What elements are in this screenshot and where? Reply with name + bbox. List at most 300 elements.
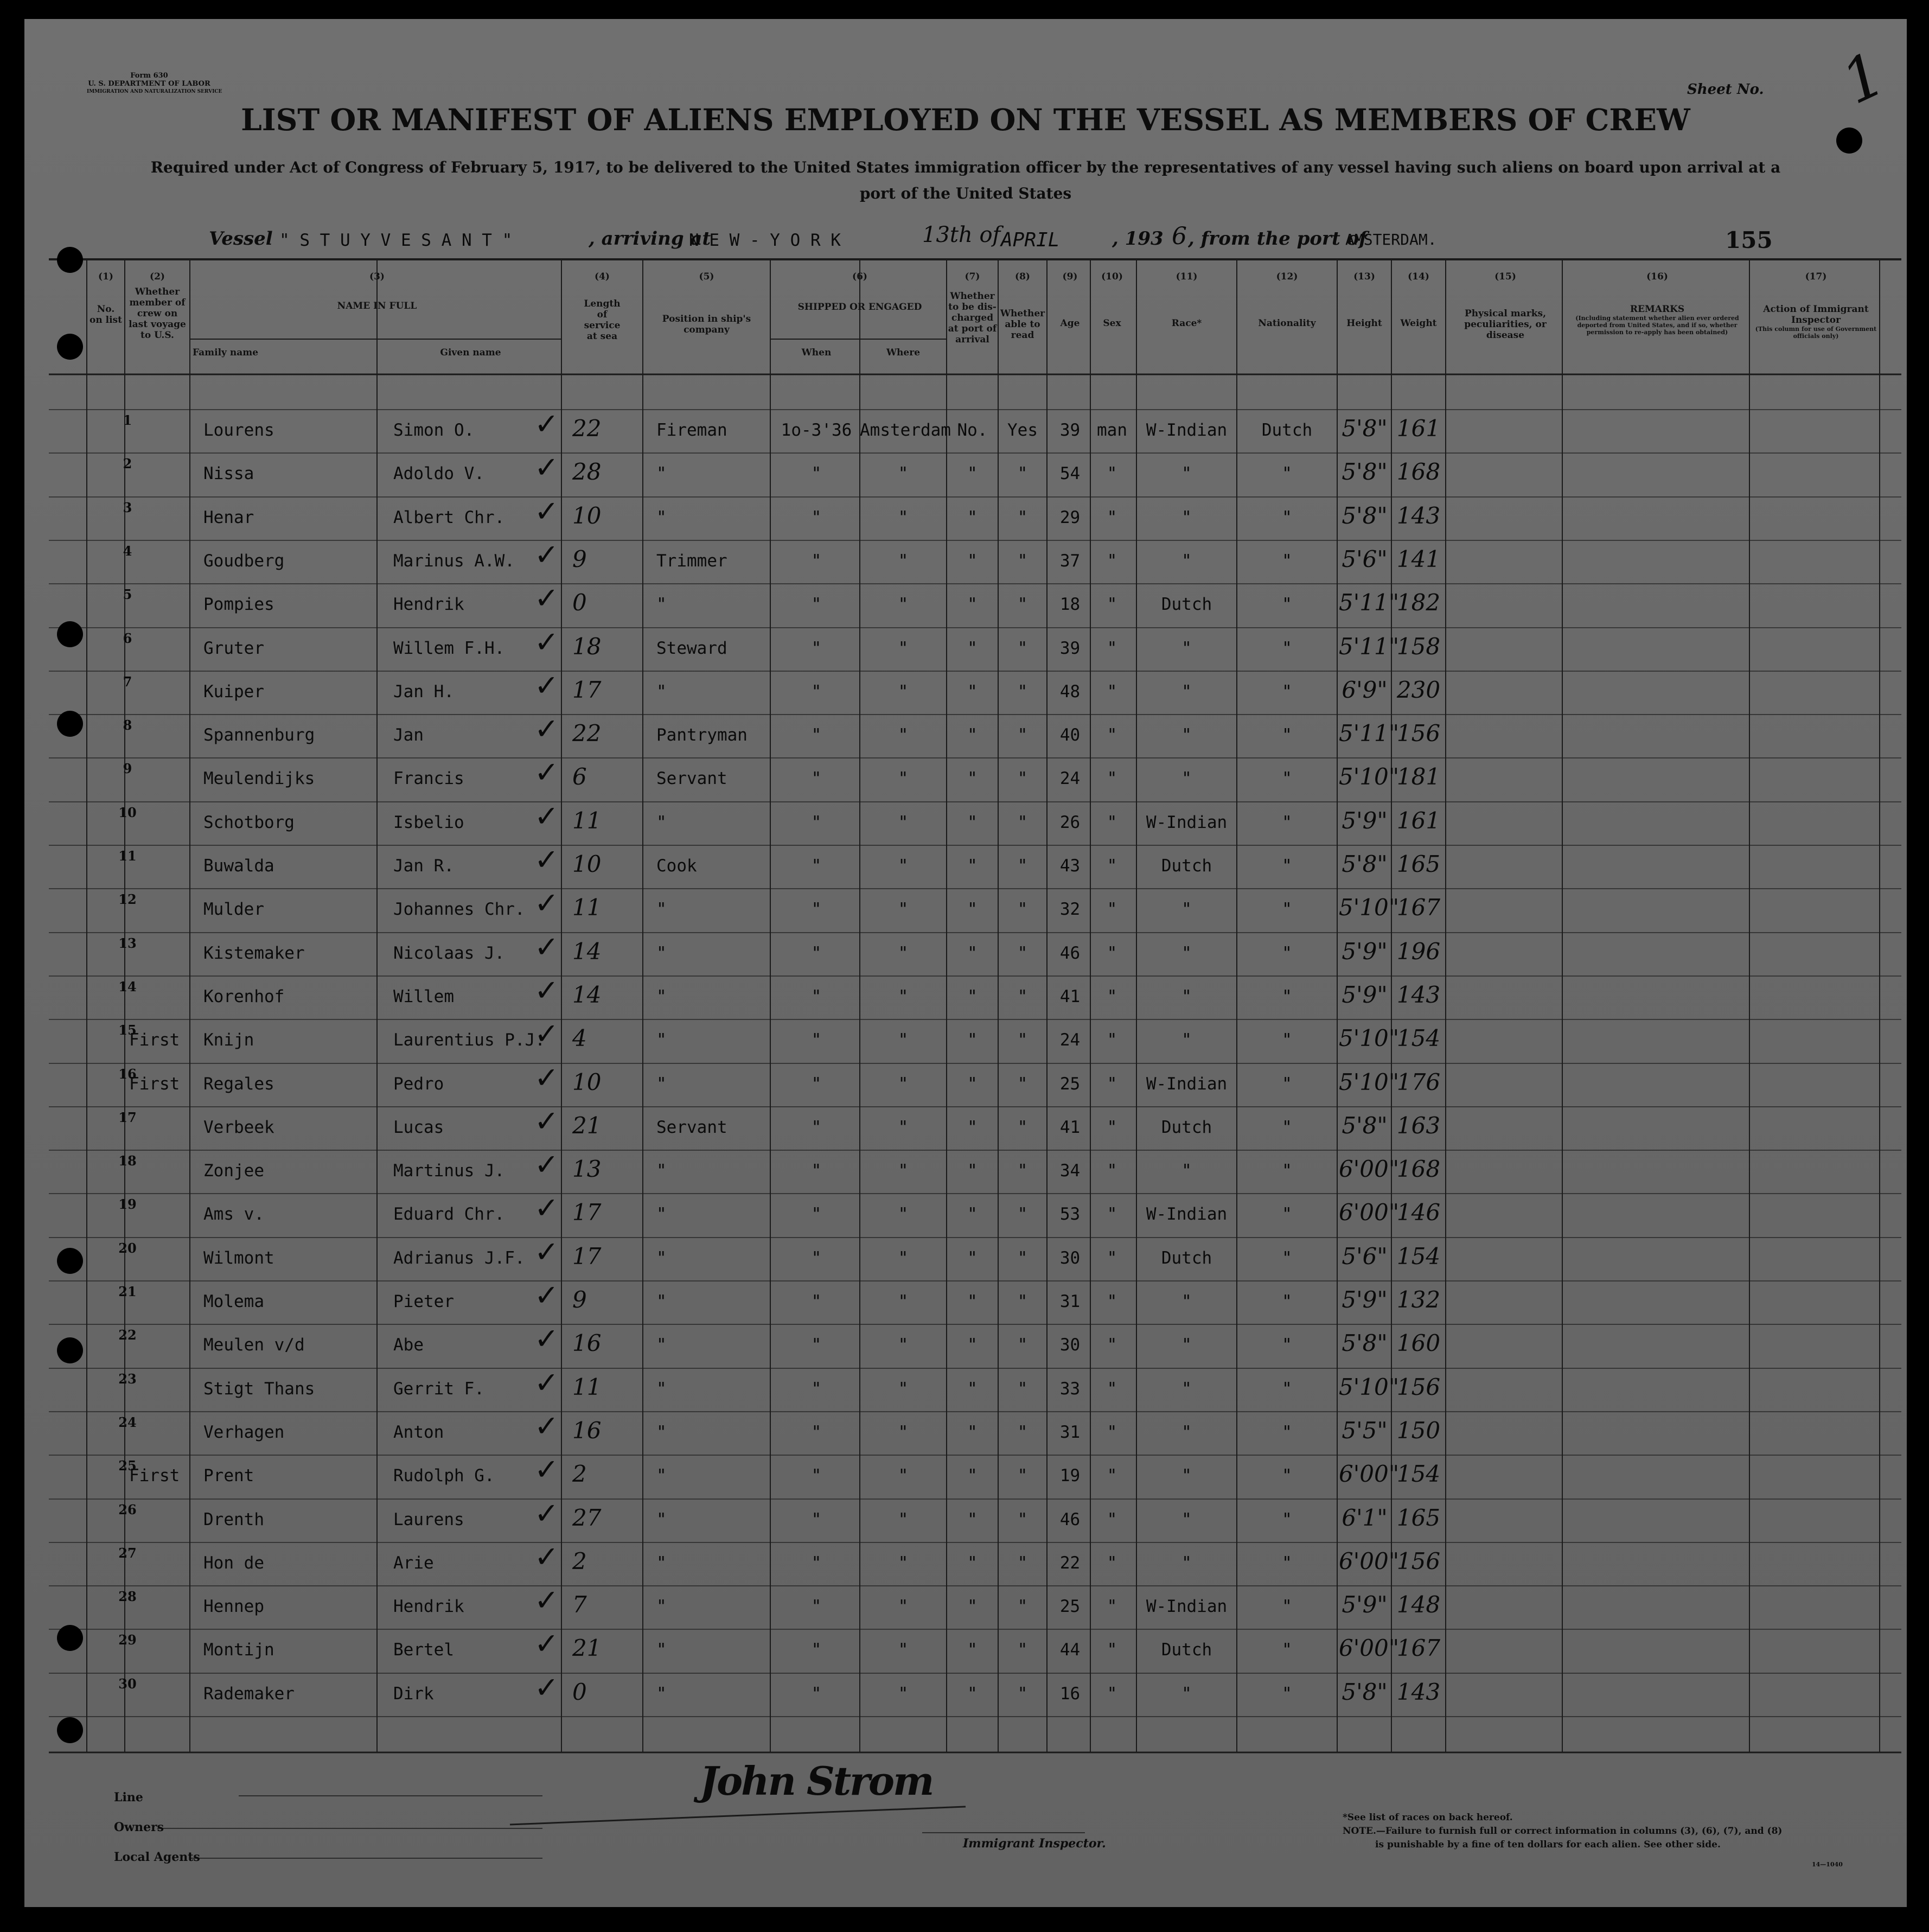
family-name-cell: Ams v. — [203, 1204, 264, 1225]
shipped-when-cell: " — [811, 507, 822, 527]
position-cell: " — [656, 812, 667, 832]
position-cell: " — [656, 1204, 667, 1225]
discharged-cell: " — [967, 1597, 978, 1617]
weight-cell: 168 — [1396, 458, 1441, 486]
height-cell: 5'5" — [1342, 1417, 1388, 1444]
col-13-number: (13) — [1353, 271, 1375, 282]
given-name-cell: Abe — [393, 1335, 424, 1355]
position-cell: " — [656, 1379, 667, 1399]
page-title: LIST OR MANIFEST OF ALIENS EMPLOYED ON THE VESSEL AS MEMBERS OF CREW — [241, 102, 1690, 137]
position-cell: " — [656, 1640, 667, 1660]
discharged-cell: " — [967, 1248, 978, 1268]
weight-cell: 196 — [1396, 938, 1441, 965]
col-10-title: Sex — [1103, 318, 1121, 329]
shipped-when-cell: " — [811, 1466, 822, 1486]
punch-hole — [57, 711, 83, 737]
family-name-cell: Stigt Thans — [203, 1379, 315, 1399]
row-number: 15 — [118, 1022, 137, 1038]
nationality-cell: " — [1282, 986, 1292, 1006]
discharged-cell: " — [967, 1117, 978, 1137]
service-years-cell: 21 — [572, 1112, 602, 1139]
weight-cell: 143 — [1396, 981, 1441, 1008]
shipped-when-cell: " — [811, 986, 822, 1006]
service-years-cell: 18 — [572, 633, 602, 660]
service-years-cell: 22 — [572, 720, 602, 747]
discharged-cell: " — [967, 1074, 978, 1094]
punch-hole — [57, 1337, 83, 1363]
col-12-title: Nationality — [1258, 318, 1316, 329]
col-1-header — [90, 271, 122, 326]
able-to-read-cell: " — [1017, 1509, 1028, 1529]
col-3-title: NAME IN FULL — [337, 301, 417, 311]
col-9-title: Age — [1060, 318, 1080, 329]
family-name-cell: Meulen v/d — [203, 1335, 305, 1355]
age-cell: 22 — [1059, 1553, 1081, 1573]
checkmark-icon: ✓ — [534, 712, 559, 747]
sex-cell: " — [1107, 725, 1117, 745]
checkmark-icon: ✓ — [534, 581, 559, 616]
year-label: , 193 — [1112, 228, 1164, 250]
able-to-read-cell: " — [1017, 1030, 1028, 1050]
discharged-cell: " — [967, 986, 978, 1006]
able-to-read-cell: " — [1017, 681, 1028, 702]
row-number: 30 — [118, 1675, 137, 1692]
col-16-number: (16) — [1646, 271, 1668, 282]
form-number: Form 630 — [130, 72, 168, 80]
checkmark-icon: ✓ — [534, 494, 559, 528]
given-name-cell: Gerrit F. — [393, 1379, 484, 1399]
given-name-cell: Adrianus J.F. — [393, 1248, 525, 1268]
weight-cell: 156 — [1396, 1547, 1441, 1574]
age-cell: 19 — [1059, 1466, 1081, 1486]
height-cell: 6'00" — [1339, 1156, 1400, 1183]
service-years-cell: 17 — [572, 1242, 602, 1270]
age-cell: 25 — [1059, 1597, 1081, 1617]
position-cell: Trimmer — [656, 551, 727, 571]
checkmark-icon: ✓ — [534, 1060, 559, 1095]
sex-cell: " — [1107, 943, 1117, 963]
position-cell: " — [656, 1074, 667, 1094]
able-to-read-cell: " — [1017, 1074, 1028, 1094]
height-cell: 5'11" — [1339, 633, 1400, 660]
nationality-cell: " — [1282, 1597, 1292, 1617]
weight-cell: 181 — [1396, 763, 1441, 790]
shipped-when-cell: " — [811, 1030, 822, 1050]
checkmark-icon: ✓ — [534, 1017, 559, 1051]
height-cell: 5'6" — [1342, 1242, 1388, 1270]
given-name-cell: Isbelio — [393, 812, 464, 832]
col-5-title: Position in ship's company — [662, 314, 751, 335]
race-cell: " — [1181, 638, 1192, 658]
age-cell: 24 — [1059, 1030, 1081, 1050]
row-number: 4 — [123, 543, 132, 559]
able-to-read-cell: " — [1017, 1597, 1028, 1617]
age-cell: 41 — [1059, 1117, 1081, 1137]
col-8-header — [998, 271, 1047, 341]
height-cell: 5'9" — [1342, 938, 1388, 965]
height-cell: 6'00" — [1339, 1461, 1400, 1488]
given-name-cell: Bertel — [393, 1640, 454, 1660]
discharged-cell: " — [967, 681, 978, 702]
col-4-title: Length of service at sea — [584, 298, 621, 342]
col-2-header — [127, 271, 187, 341]
height-cell: 5'9" — [1342, 1591, 1388, 1618]
col-4-header — [564, 271, 640, 342]
nationality-cell: " — [1282, 812, 1292, 832]
given-name-cell: Laurens — [393, 1509, 464, 1529]
shipped-when-cell: " — [811, 1422, 822, 1442]
family-name-cell: Meulendijks — [203, 769, 315, 789]
given-name-cell: Simon O. — [393, 420, 475, 440]
position-cell: Fireman — [656, 420, 727, 440]
age-cell: 31 — [1059, 1422, 1081, 1442]
weight-cell: 161 — [1396, 807, 1441, 834]
age-cell: 43 — [1059, 856, 1081, 876]
service-years-cell: 9 — [572, 1286, 587, 1313]
given-name-cell: Nicolaas J. — [393, 943, 505, 963]
race-cell: " — [1181, 1422, 1192, 1442]
height-cell: 6'00" — [1339, 1547, 1400, 1574]
race-cell: " — [1181, 1335, 1192, 1355]
height-cell: 6'1" — [1342, 1504, 1388, 1531]
checkmark-icon: ✓ — [534, 1234, 559, 1269]
race-cell: Dutch — [1161, 1117, 1212, 1137]
shipped-where-cell: " — [898, 1509, 909, 1529]
row-number: 25 — [118, 1458, 137, 1474]
checkmark-icon: ✓ — [534, 1496, 559, 1531]
form-header — [87, 72, 222, 96]
col-11-number: (11) — [1176, 271, 1198, 282]
shipped-where-cell: Amsterdam — [860, 420, 951, 440]
weight-cell: 143 — [1396, 1678, 1441, 1705]
given-name-cell: Jan R. — [393, 856, 454, 876]
service-years-cell: 11 — [572, 894, 602, 921]
given-name-cell: Albert Chr. — [393, 507, 505, 527]
weight-cell: 230 — [1396, 676, 1441, 703]
sex-cell: " — [1107, 1248, 1117, 1268]
age-cell: 54 — [1059, 464, 1081, 484]
given-name-cell: Rudolph G. — [393, 1466, 495, 1486]
height-cell: 5'8" — [1342, 458, 1388, 486]
col-15-number: (15) — [1494, 271, 1516, 282]
race-cell: " — [1181, 551, 1192, 571]
row-number: 16 — [118, 1066, 137, 1082]
service-years-cell: 16 — [572, 1330, 602, 1357]
race-cell: W-Indian — [1146, 420, 1228, 440]
position-cell: Servant — [656, 769, 727, 789]
able-to-read-cell: " — [1017, 1335, 1028, 1355]
given-name-cell: Eduard Chr. — [393, 1204, 505, 1225]
able-to-read-cell: " — [1017, 943, 1028, 963]
page-number: 155 — [1725, 227, 1773, 253]
checkmark-icon: ✓ — [534, 450, 559, 485]
punch-hole — [57, 247, 83, 273]
sex-cell: man — [1097, 420, 1127, 440]
from-label: , from the port of — [1188, 228, 1367, 250]
subtitle-line-1: Required under Act of Congress of February 5, 1917, to be delivered to the United States immigration officer by the representatives of any vessel having such aliens on board upon arrival at a — [150, 158, 1781, 176]
family-name-cell: Korenhof — [203, 986, 285, 1006]
race-cell: " — [1181, 1161, 1192, 1181]
discharged-cell: " — [967, 900, 978, 920]
family-name-cell: Verhagen — [203, 1422, 285, 1442]
service-years-cell: 17 — [572, 676, 602, 703]
checkmark-icon: ✓ — [534, 929, 559, 964]
family-name-cell: Lourens — [203, 420, 274, 440]
height-cell: 5'8" — [1342, 851, 1388, 877]
position-cell: " — [656, 681, 667, 702]
age-cell: 39 — [1059, 638, 1081, 658]
col-5-number: (5) — [699, 271, 714, 282]
height-cell: 5'10" — [1339, 1068, 1400, 1095]
weight-cell: 148 — [1396, 1591, 1441, 1618]
race-cell: " — [1181, 464, 1192, 484]
discharged-cell: " — [967, 769, 978, 789]
family-name-cell: Spannenburg — [203, 725, 315, 745]
discharged-cell: " — [967, 1553, 978, 1573]
given-name-cell: Pedro — [393, 1074, 444, 1094]
given-name-cell: Willem — [393, 986, 454, 1006]
nationality-cell: " — [1282, 1553, 1292, 1573]
sex-cell: " — [1107, 638, 1117, 658]
race-cell: Dutch — [1161, 1640, 1212, 1660]
sex-cell: " — [1107, 1204, 1117, 1225]
service-years-cell: 16 — [572, 1417, 602, 1444]
arrival-day: 13th of — [922, 222, 1001, 247]
shipped-where-cell: " — [898, 681, 909, 702]
nationality-cell: " — [1282, 1335, 1292, 1355]
row-number: 9 — [123, 761, 132, 777]
service-years-cell: 10 — [572, 502, 602, 529]
row-number: 13 — [118, 935, 137, 951]
punch-hole — [57, 1248, 83, 1274]
family-name-cell: Buwalda — [203, 856, 274, 876]
service-years-cell: 11 — [572, 807, 602, 834]
discharged-cell: " — [967, 725, 978, 745]
sex-cell: " — [1107, 1597, 1117, 1617]
checkmark-icon: ✓ — [534, 1147, 559, 1182]
sex-cell: " — [1107, 1509, 1117, 1529]
age-cell: 30 — [1059, 1335, 1081, 1355]
service-years-cell: 2 — [572, 1461, 587, 1488]
age-cell: 30 — [1059, 1248, 1081, 1268]
owners-label: Owners — [114, 1820, 164, 1834]
age-cell: 40 — [1059, 725, 1081, 745]
shipped-where-cell: " — [898, 1248, 909, 1268]
height-cell: 5'11" — [1339, 720, 1400, 747]
col-6b-title: Where — [886, 347, 921, 358]
age-cell: 53 — [1059, 1204, 1081, 1225]
position-cell: Steward — [656, 638, 727, 658]
nationality-cell: " — [1282, 681, 1292, 702]
race-cell: " — [1181, 1509, 1192, 1529]
height-cell: 5'8" — [1342, 502, 1388, 529]
weight-cell: 132 — [1396, 1286, 1441, 1313]
sex-cell: " — [1107, 551, 1117, 571]
discharged-cell: " — [967, 464, 978, 484]
height-cell: 5'8" — [1342, 1678, 1388, 1705]
service-years-cell: 14 — [572, 938, 602, 965]
weight-cell: 168 — [1396, 1156, 1441, 1183]
height-cell: 5'11" — [1339, 589, 1400, 616]
col-6-title: SHIPPED OR ENGAGED — [797, 302, 922, 313]
sex-cell: " — [1107, 1379, 1117, 1399]
discharged-cell: " — [967, 595, 978, 615]
able-to-read-cell: " — [1017, 1553, 1028, 1573]
given-name-cell: Jan — [393, 725, 424, 745]
col-13-title: Height — [1346, 318, 1382, 329]
col-9-header — [1050, 271, 1090, 329]
checkmark-icon: ✓ — [534, 843, 559, 877]
corner-mark: 1 — [1831, 39, 1895, 118]
col-11-header — [1136, 271, 1237, 329]
nationality-cell: " — [1282, 1074, 1292, 1094]
able-to-read-cell: " — [1017, 1117, 1028, 1137]
col-14-number: (14) — [1408, 271, 1429, 282]
shipped-when-cell: " — [811, 1074, 822, 1094]
col-4-number: (4) — [595, 271, 610, 282]
shipped-when-cell: " — [811, 638, 822, 658]
col-17-number: (17) — [1805, 271, 1827, 282]
arrival-port: N E W - Y O R K — [689, 231, 841, 250]
sex-cell: " — [1107, 1466, 1117, 1486]
punch-hole — [57, 1717, 83, 1743]
col-5-header — [646, 271, 768, 335]
age-cell: 16 — [1059, 1684, 1081, 1704]
shipped-where-cell: " — [898, 943, 909, 963]
col-15-header — [1448, 271, 1562, 341]
immigrant-inspector-label: Immigrant Inspector. — [963, 1837, 1106, 1851]
year-digit: 6 — [1172, 222, 1187, 250]
service-years-cell: 21 — [572, 1635, 602, 1662]
weight-cell: 154 — [1396, 1461, 1441, 1488]
col-6-header — [773, 271, 947, 313]
shipped-when-cell: " — [811, 1204, 822, 1225]
height-cell: 5'6" — [1342, 545, 1388, 572]
row-number: 11 — [118, 848, 137, 864]
position-cell: " — [656, 1553, 667, 1573]
service-years-cell: 0 — [572, 589, 587, 616]
sex-cell: " — [1107, 1030, 1117, 1050]
penalty-note-2: is punishable by a fine of ten dollars for each alien. See other side. — [1375, 1839, 1721, 1850]
row-number: 27 — [118, 1545, 137, 1561]
nationality-cell: " — [1282, 1117, 1292, 1137]
able-to-read-cell: Yes — [1007, 420, 1038, 440]
weight-cell: 150 — [1396, 1417, 1441, 1444]
position-cell: Cook — [656, 856, 697, 876]
given-name-cell: Laurentius P.J. — [393, 1030, 545, 1050]
col-7-title: Whether to be dis-charged at port of arrival — [948, 291, 997, 345]
row-number: 23 — [118, 1370, 137, 1387]
service-years-cell: 11 — [572, 1373, 602, 1400]
sex-cell: " — [1107, 1161, 1117, 1181]
shipped-when-cell: " — [811, 1597, 822, 1617]
nationality-cell: " — [1282, 769, 1292, 789]
race-cell: " — [1181, 900, 1192, 920]
nationality-cell: " — [1282, 1509, 1292, 1529]
position-cell: " — [656, 986, 667, 1006]
checkmark-icon: ✓ — [534, 1539, 559, 1574]
age-cell: 25 — [1059, 1074, 1081, 1094]
col-6-number: (6) — [852, 271, 867, 282]
shipped-when-cell: " — [811, 595, 822, 615]
checkmark-icon: ✓ — [534, 407, 559, 441]
given-name-cell: Martinus J. — [393, 1161, 505, 1181]
able-to-read-cell: " — [1017, 900, 1028, 920]
col-14-header — [1391, 271, 1446, 329]
race-cell: Dutch — [1161, 1248, 1212, 1268]
family-name-cell: Henar — [203, 507, 254, 527]
subtitle-line-2: port of the United States — [859, 184, 1072, 202]
race-cell: " — [1181, 1684, 1192, 1704]
family-name-cell: Kuiper — [203, 681, 264, 702]
shipped-when-cell: " — [811, 681, 822, 702]
given-name-cell: Arie — [393, 1553, 434, 1573]
able-to-read-cell: " — [1017, 1640, 1028, 1660]
sex-cell: " — [1107, 986, 1117, 1006]
col-3a-title: Family name — [193, 347, 259, 358]
age-cell: 46 — [1059, 943, 1081, 963]
col-17-title: Action of Immigrant Inspector — [1763, 304, 1869, 326]
shipped-when-cell: " — [811, 725, 822, 745]
sex-cell: " — [1107, 464, 1117, 484]
row-number: 12 — [118, 891, 137, 908]
weight-cell: 161 — [1396, 415, 1441, 442]
race-cell: W-Indian — [1146, 1597, 1228, 1617]
age-cell: 18 — [1059, 595, 1081, 615]
discharged-cell: No. — [957, 420, 988, 440]
height-cell: 6'00" — [1339, 1199, 1400, 1226]
col-13-header — [1337, 271, 1391, 329]
nationality-cell: " — [1282, 856, 1292, 876]
able-to-read-cell: " — [1017, 1248, 1028, 1268]
race-cell: " — [1181, 681, 1192, 702]
shipped-where-cell: " — [898, 595, 909, 615]
row-number: 28 — [118, 1589, 137, 1605]
punch-hole — [1836, 127, 1862, 154]
local-agents-label: Local Agents — [114, 1850, 200, 1864]
discharged-cell: " — [967, 1422, 978, 1442]
race-cell: " — [1181, 1030, 1192, 1050]
able-to-read-cell: " — [1017, 638, 1028, 658]
row-number: 2 — [123, 456, 132, 472]
service-years-cell: 4 — [572, 1025, 587, 1052]
able-to-read-cell: " — [1017, 986, 1028, 1006]
given-name-cell: Willem F.H. — [393, 638, 505, 658]
col-14-title: Weight — [1400, 318, 1437, 329]
able-to-read-cell: " — [1017, 595, 1028, 615]
race-cell: " — [1181, 507, 1192, 527]
shipped-where-cell: " — [898, 769, 909, 789]
checkmark-icon: ✓ — [534, 1627, 559, 1661]
discharged-cell: " — [967, 638, 978, 658]
family-name-cell: Montijn — [203, 1640, 274, 1660]
row-number: 26 — [118, 1501, 137, 1517]
checkmark-icon: ✓ — [534, 799, 559, 833]
nationality-cell: " — [1282, 1379, 1292, 1399]
col-3-number: (3) — [369, 271, 385, 282]
checkmark-icon: ✓ — [534, 755, 559, 790]
service-years-cell: 2 — [572, 1547, 587, 1574]
checkmark-icon: ✓ — [534, 1278, 559, 1312]
checkmark-icon: ✓ — [534, 1583, 559, 1618]
shipped-where-cell: " — [898, 856, 909, 876]
row-number: 29 — [118, 1632, 137, 1648]
checkmark-icon: ✓ — [534, 668, 559, 703]
given-name-cell: Pieter — [393, 1292, 454, 1311]
signature-stroke — [510, 1807, 966, 1825]
penalty-note-1: NOTE.—Failure to furnish full or correct information in columns (3), (6), (7), and (8) — [1343, 1826, 1783, 1837]
checkmark-icon: ✓ — [534, 1365, 559, 1400]
